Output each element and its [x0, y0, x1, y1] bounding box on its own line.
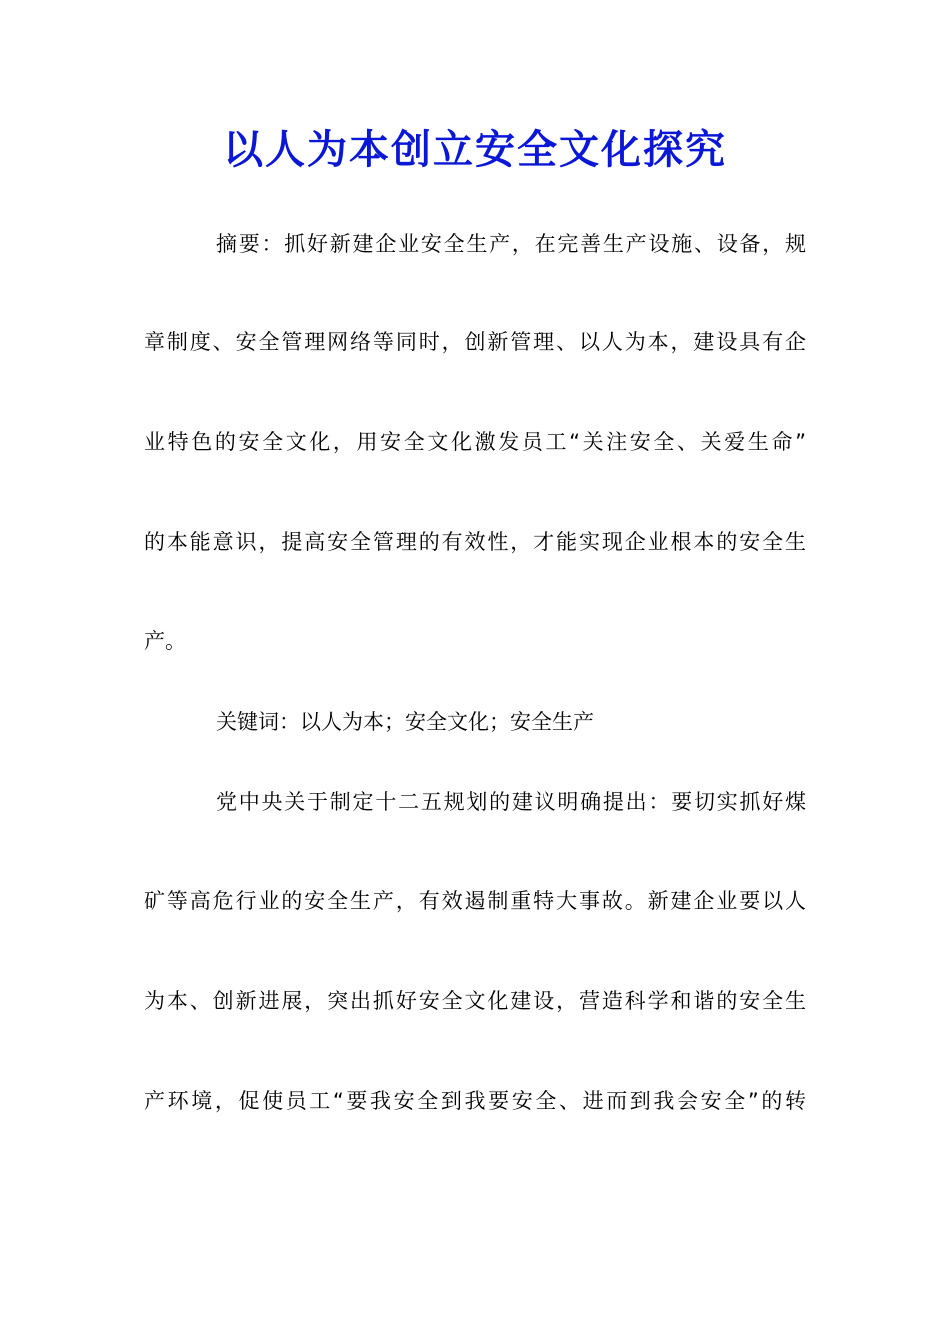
abstract-line: 章制度、安全管理网络等同时，创新管理、以人为本，建设具有企	[144, 330, 806, 354]
body-line: 产环境，促使员工“要我安全到我要安全、进而到我会安全”的转	[144, 1089, 806, 1113]
body-line: 为本、创新进展，突出抓好安全文化建设，营造科学和谐的安全生	[144, 989, 806, 1013]
document-title: 以人为本创立安全文化探究	[223, 126, 727, 173]
body-line: 党中央关于制定十二五规划的建议明确提出：要切实抓好煤	[216, 790, 806, 814]
keywords-line: 关键词：以人为本；安全文化；安全生产	[216, 710, 594, 734]
abstract-line: 的本能意识，提高安全管理的有效性，才能实现企业根本的安全生	[144, 530, 806, 554]
abstract-line: 产。	[144, 629, 186, 653]
body-line: 矿等高危行业的安全生产，有效遏制重特大事故。新建企业要以人	[144, 889, 806, 913]
abstract-line: 摘要：抓好新建企业安全生产，在完善生产设施、设备，规	[216, 232, 806, 256]
abstract-line: 业特色的安全文化，用安全文化激发员工“关注安全、关爱生命”	[144, 430, 806, 454]
